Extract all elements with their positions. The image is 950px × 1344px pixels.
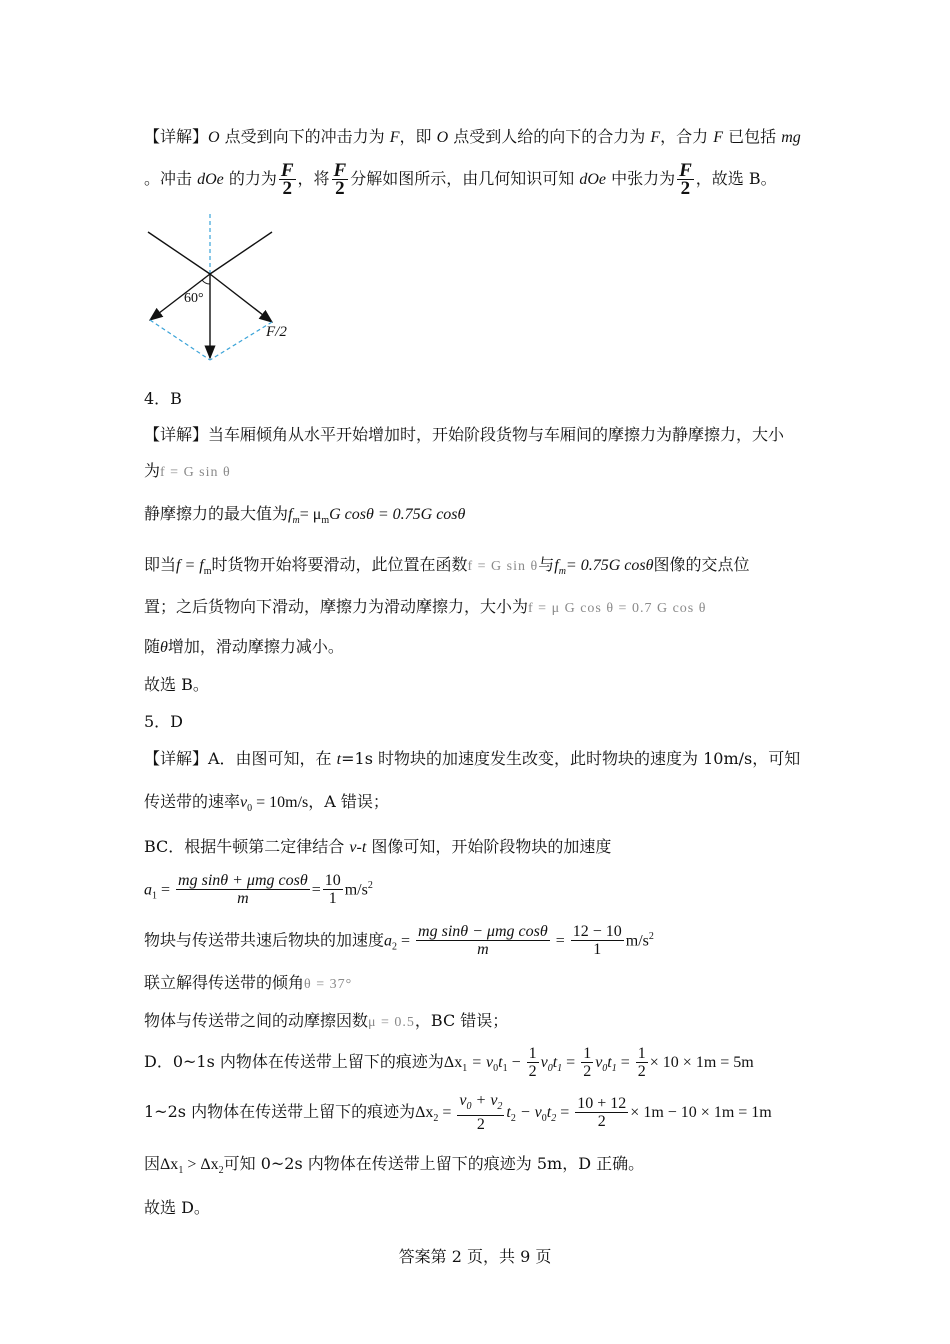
text: 物块与传送带共速后物块的加速度 [144,930,385,950]
text: 物体与传送带之间的动摩擦因数 [144,1011,369,1030]
var-a: a [384,932,393,950]
fraction-F-over-2 [677,162,694,197]
parallelogram-right [210,322,272,360]
numerator: 12 − 10 [572,923,622,941]
unit: m/s [625,932,649,950]
numerator: F [280,160,294,181]
text: ，A 错误； [308,792,389,811]
numerator: 1 [583,1045,592,1062]
q4-line4: 即当$f = f_m$时货物开始将要滑动，此位置在函数f = G sin θ与$f_m= 0.75G$ cosθ图像的交点位 [144,555,750,578]
text: 静摩擦力的最大值为 [144,504,289,523]
numerator: F [679,160,692,181]
formula: Δx [160,1156,179,1173]
text: ，故选 B。 [695,169,777,188]
fraction-v0-v2: $\frac{v_0 + v_2}{2}$ [459,1091,503,1134]
q5-line8: D．0~1s 内物体在传送带上留下的痕迹为$\Delta x_1 = v_0t_1$ − $\frac{1}{2}$ $v_0t_1$ = $\frac{1}{2}$ $v_0t_1$ = $\frac{1}{2}$ × 10 × 1m = 5m [144,1045,754,1080]
formula: Δx [443,1054,463,1071]
equals: = [311,881,321,899]
q5-line4-a1: $a_1$ = $\frac{\text{mg sinθ + μmg cosθ}}{m}$ = $\frac{10}{1}$ $m/s^2$ [144,872,373,908]
q5-line7 [144,1010,508,1034]
q5-line3 [144,836,611,859]
numerator: mg sinθ + μmg cosθ [178,872,308,890]
fraction-F-over-2 [279,162,296,197]
var-F: F [389,129,400,146]
numerator: 10 + 12 [577,1095,627,1112]
text: ，BC 错误； [414,1011,509,1030]
denominator: 2 [680,178,691,199]
text: 中张力为 [605,169,676,188]
force-label: F/2 [266,324,287,340]
q3-line2 [144,162,777,197]
formula: f = μ G cos θ = 0.7 G cos θ [528,601,707,616]
formula: = [562,1054,580,1071]
numerator: + v [471,1091,498,1109]
var-t: t [336,751,342,768]
var-F: F [713,129,724,146]
fraction-half [581,1045,593,1080]
text: BC．根据牛顿第二定律结合 [144,837,350,856]
q5-line6 [144,972,352,996]
formula: f = G sin θ [160,465,231,480]
denominator: 2 [476,1116,485,1134]
formula: − [507,1054,525,1071]
q4-line2 [144,460,231,484]
formula: = μ [299,506,322,523]
detail-label: 【详解】 [144,127,209,146]
fraction-F-over-2 [332,162,349,197]
q5-line10: 因$\Delta x_1 > \Delta x_2$可知 0~2s 内物体在传送带上留下的痕迹为 5m，D 正确。 [144,1154,645,1177]
fraction-half [527,1045,539,1080]
fraction-a2-value [571,923,624,958]
numerator: 10 [324,872,341,890]
text: 为 [144,461,161,480]
formula: μ = 0.5 [368,1015,415,1030]
rope-right [210,232,272,274]
q5-line2: 传送带的速率$v_0 = 10m/s$，A 错误； [144,792,389,815]
text: 时货物开始将要滑动，此位置在函数 [211,555,468,574]
force-right-arrow [210,274,272,322]
numerator: mg sinθ − μmg cosθ [418,923,548,941]
denominator: 1 [593,941,602,959]
page-footer: 答案第 2 页，共 9 页 [398,1247,552,1266]
fraction-half [636,1045,648,1080]
text: ，合力 [660,127,714,146]
denominator: 2 [637,1063,646,1080]
denominator: 2 [282,178,292,199]
var-v0: v [240,794,248,811]
denominator: 1 [328,890,337,908]
text: 置；之后货物向下滑动，摩擦力为滑动摩擦力，大小为 [144,597,529,616]
text: 随 [144,637,161,656]
numerator: F [333,160,347,181]
text: 的力为 [223,169,277,188]
q4-line7: 故选 B。 [144,675,209,694]
q5-line5-a2: 物块与传送带共速后物块的加速度$a_2$ = $\frac{\text{mg sinθ − μmg cosθ}}{m}$ = $\frac{12 - 10}{1}$ $m/s^2$ [144,923,654,959]
text: 【详解】A．由图可知，在 [144,749,337,768]
text: 可知 0~2s 内物体在传送带上留下的痕迹为 5m，D 正确。 [223,1154,645,1173]
formula: t [498,1054,503,1071]
numerator: 1 [528,1045,537,1062]
q4-line1: 【详解】当车厢倾角从水平开始增加时，开始阶段货物与车厢间的摩擦力为静摩擦力，大小 [144,425,785,444]
formula: f = G sin θ [467,559,539,574]
var-theta: θ [160,639,168,656]
q4-number: 4．B [144,389,182,408]
text: 联立解得传送带的倾角 [144,973,305,992]
text: 图像的交点位 [653,555,750,574]
var-dOe: dOe [579,171,606,188]
q4-line3: 静摩擦力的最大值为$f_m= \mu_mG$ cosθ = 0.75G cosθ [144,504,466,527]
denominator: m [237,890,249,908]
q4-line6 [144,636,344,659]
q5-line1 [144,748,800,771]
text: 。冲击 [144,169,198,188]
rope-left [148,232,210,274]
formula: Δx [415,1104,434,1121]
text: ，即 [399,127,437,146]
text: D．0~1s 内物体在传送带上留下的痕迹为 [144,1052,444,1071]
formula: θ = 37° [304,977,353,992]
formula: = [616,1054,634,1071]
denominator: 2 [583,1063,592,1080]
formula-fm: $f_m$ [288,506,300,527]
text: 图像可知，开始阶段物块的加速度 [366,837,612,856]
text: 点受到向下的冲击力为 [219,127,390,146]
var-F: F [650,129,661,146]
var-a: a [144,881,152,899]
text: 增加，滑动摩擦力减小。 [167,637,344,656]
fraction-a1-value [323,872,343,907]
q5-line11: 故选 D。 [144,1198,210,1217]
var-O: O [436,129,449,146]
formula: > Δx [183,1156,219,1173]
fraction-a2 [416,923,550,958]
formula: t [506,1104,511,1121]
text: 已包括 [723,127,782,146]
numerator: 1 [637,1045,646,1062]
formula: = v [467,1054,494,1071]
text: 因 [144,1154,161,1173]
formula: = 10m/s [252,794,309,811]
text: 传送带的速率 [144,792,241,811]
angle-arc [202,280,210,284]
denominator: 2 [335,178,345,199]
text: ，将 [297,169,330,188]
unit: m/s [344,881,368,899]
q5-number: 5．D [144,712,184,731]
fraction-10-12 [575,1095,628,1130]
denominator: m [477,941,489,959]
formula: × 1m − 10 × 1m = 1m [630,1104,772,1121]
formula: − v [515,1104,542,1121]
var-vt: v-t [349,839,367,856]
force-diagram [140,212,290,370]
parallelogram-left [150,320,210,360]
formula: × 10 × 1m = 5m [649,1054,754,1071]
text: =1s 时物块的加速度发生改变，此时物块的速度为 10m/s，可知 [341,749,801,768]
denominator: 2 [597,1113,606,1130]
q4-line5 [144,596,706,620]
text: 与 [538,555,555,574]
q5-line9: 1~2s 内物体在传送带上留下的痕迹为$\Delta x_2$ = $\frac{v_0 + v_2}{2}$ $t_2 - v_0t_2$ = $\frac{10 + 12}{2}$ × 1m − 10 × 1m = 1m [144,1091,772,1134]
var-O: O [208,129,220,146]
formula: f = f [176,557,204,574]
denominator: 2 [528,1063,537,1080]
var-mg: mg [781,129,801,146]
q3-line1 [144,126,801,149]
text: 即当 [144,555,177,574]
fraction-a1 [176,872,310,907]
var-dOe: dOe [197,171,224,188]
text: 分解如图所示，由几何知识可知 [350,169,580,188]
angle-label: 60° [184,291,204,306]
text: 点受到人给的向下的合力为 [448,127,651,146]
formula: = 0.75G cosθ [565,557,654,574]
numerator: v [459,1091,467,1109]
text: 1~2s 内物体在传送带上留下的痕迹为 [144,1102,416,1121]
formula: G cosθ = 0.75G cosθ [329,506,466,523]
